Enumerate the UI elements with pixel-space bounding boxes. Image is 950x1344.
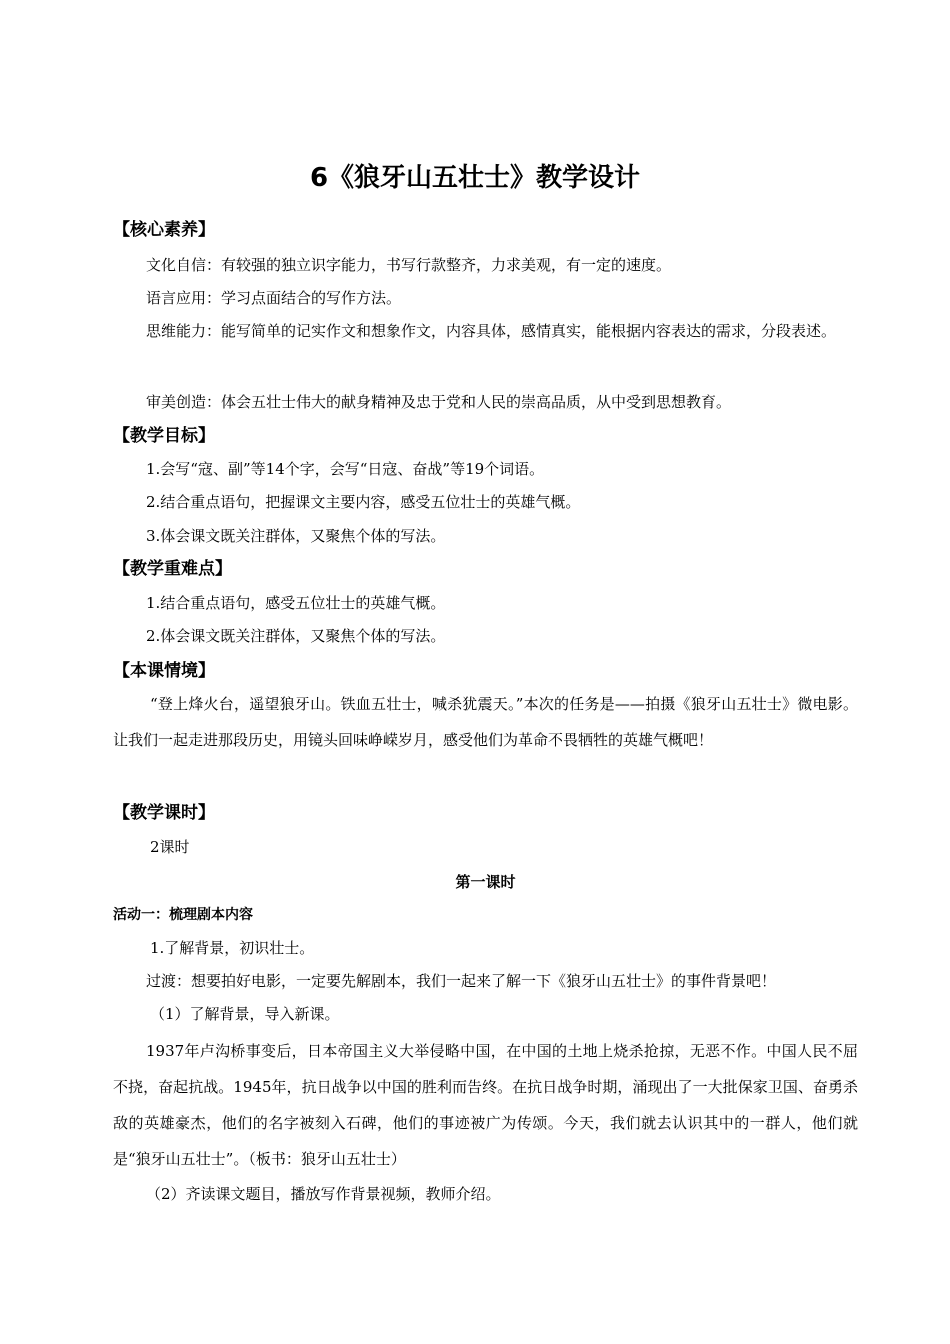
goal-item-3: 3.体会课文既关注群体，又聚焦个体的写法。 [146,527,446,545]
core-item-language: 语言应用：学习点面结合的写作方法。 [146,289,402,307]
document-title: 6《狼牙山五壮士》教学设计 [309,163,641,193]
core-item-aesthetic: 审美创造：体会五壮士伟大的献身精神及忠于党和人民的崇高品质，从中受到思想教育。 [146,393,732,411]
step-read-title: （2）齐读课文题目，播放写作背景视频，教师介绍。 [146,1185,501,1203]
key-point-1: 1.结合重点语句，感受五位壮士的英雄气概。 [146,594,446,612]
heading-core-literacy: 【核心素养】 [113,220,215,240]
core-item-thinking: 思维能力：能写简单的记实作文和想象作文，内容具体，感情真实，能根据内容表达的需求，分段表述。 [146,322,837,340]
lesson-title: 第一课时 [455,873,516,891]
goal-item-2: 2.结合重点语句，把握课文主要内容，感受五位壮士的英雄气概。 [146,493,581,511]
class-periods-text: 2课时 [150,838,190,856]
heading-key-points: 【教学重难点】 [113,559,232,579]
core-item-culture: 文化自信：有较强的独立识字能力，书写行款整齐，力求美观，有一定的速度。 [146,256,672,274]
background-paragraph: 1937年卢沟桥事变后，日本帝国主义大举侵略中国，在中国的土地上烧杀抢掠，无恶不作。中国人民不屈不挠，奋起抗战。1945年，抗日战争以中国的胜利而告终。在抗日战争时期，涌现出了一大批保家卫国、奋勇杀敌的英雄豪杰，他们的名字被刻入石碑，他们的事迹被广为传颂。今天，我们就去认识其中的一群人，他们就是“狼牙山五壮士”。（板书：狼牙山五壮士） [113,1042,858,1168]
heading-teaching-goals: 【教学目标】 [113,426,215,446]
scenario-text: “登上烽火台，遥望狼牙山。铁血五壮士，喊杀犹震天。”本次的任务是——拍摄《狼牙山五壮士》微电影。让我们一起走进那段历史，用镜头回味峥嵘岁月，感受他们为革命不畏牺牲的英雄气概吧！ [113,695,858,749]
activity-title: 活动一：梳理剧本内容 [113,907,253,923]
key-point-2: 2.体会课文既关注群体，又聚焦个体的写法。 [146,627,446,645]
heading-scenario: 【本课情境】 [113,661,215,681]
step-understand-background: 1.了解背景，初识壮士。 [150,939,315,957]
heading-class-periods: 【教学课时】 [113,803,215,823]
goal-item-1: 1.会写“寇、副”等14个字，会写“日寇、奋战”等19个词语。 [146,460,545,478]
step-introduce-lesson: （1）了解背景，导入新课。 [150,1005,340,1023]
step-transition: 过渡：想要拍好电影，一定要先解剧本，我们一起来了解一下《狼牙山五壮士》的事件背景吧！ [146,972,777,990]
